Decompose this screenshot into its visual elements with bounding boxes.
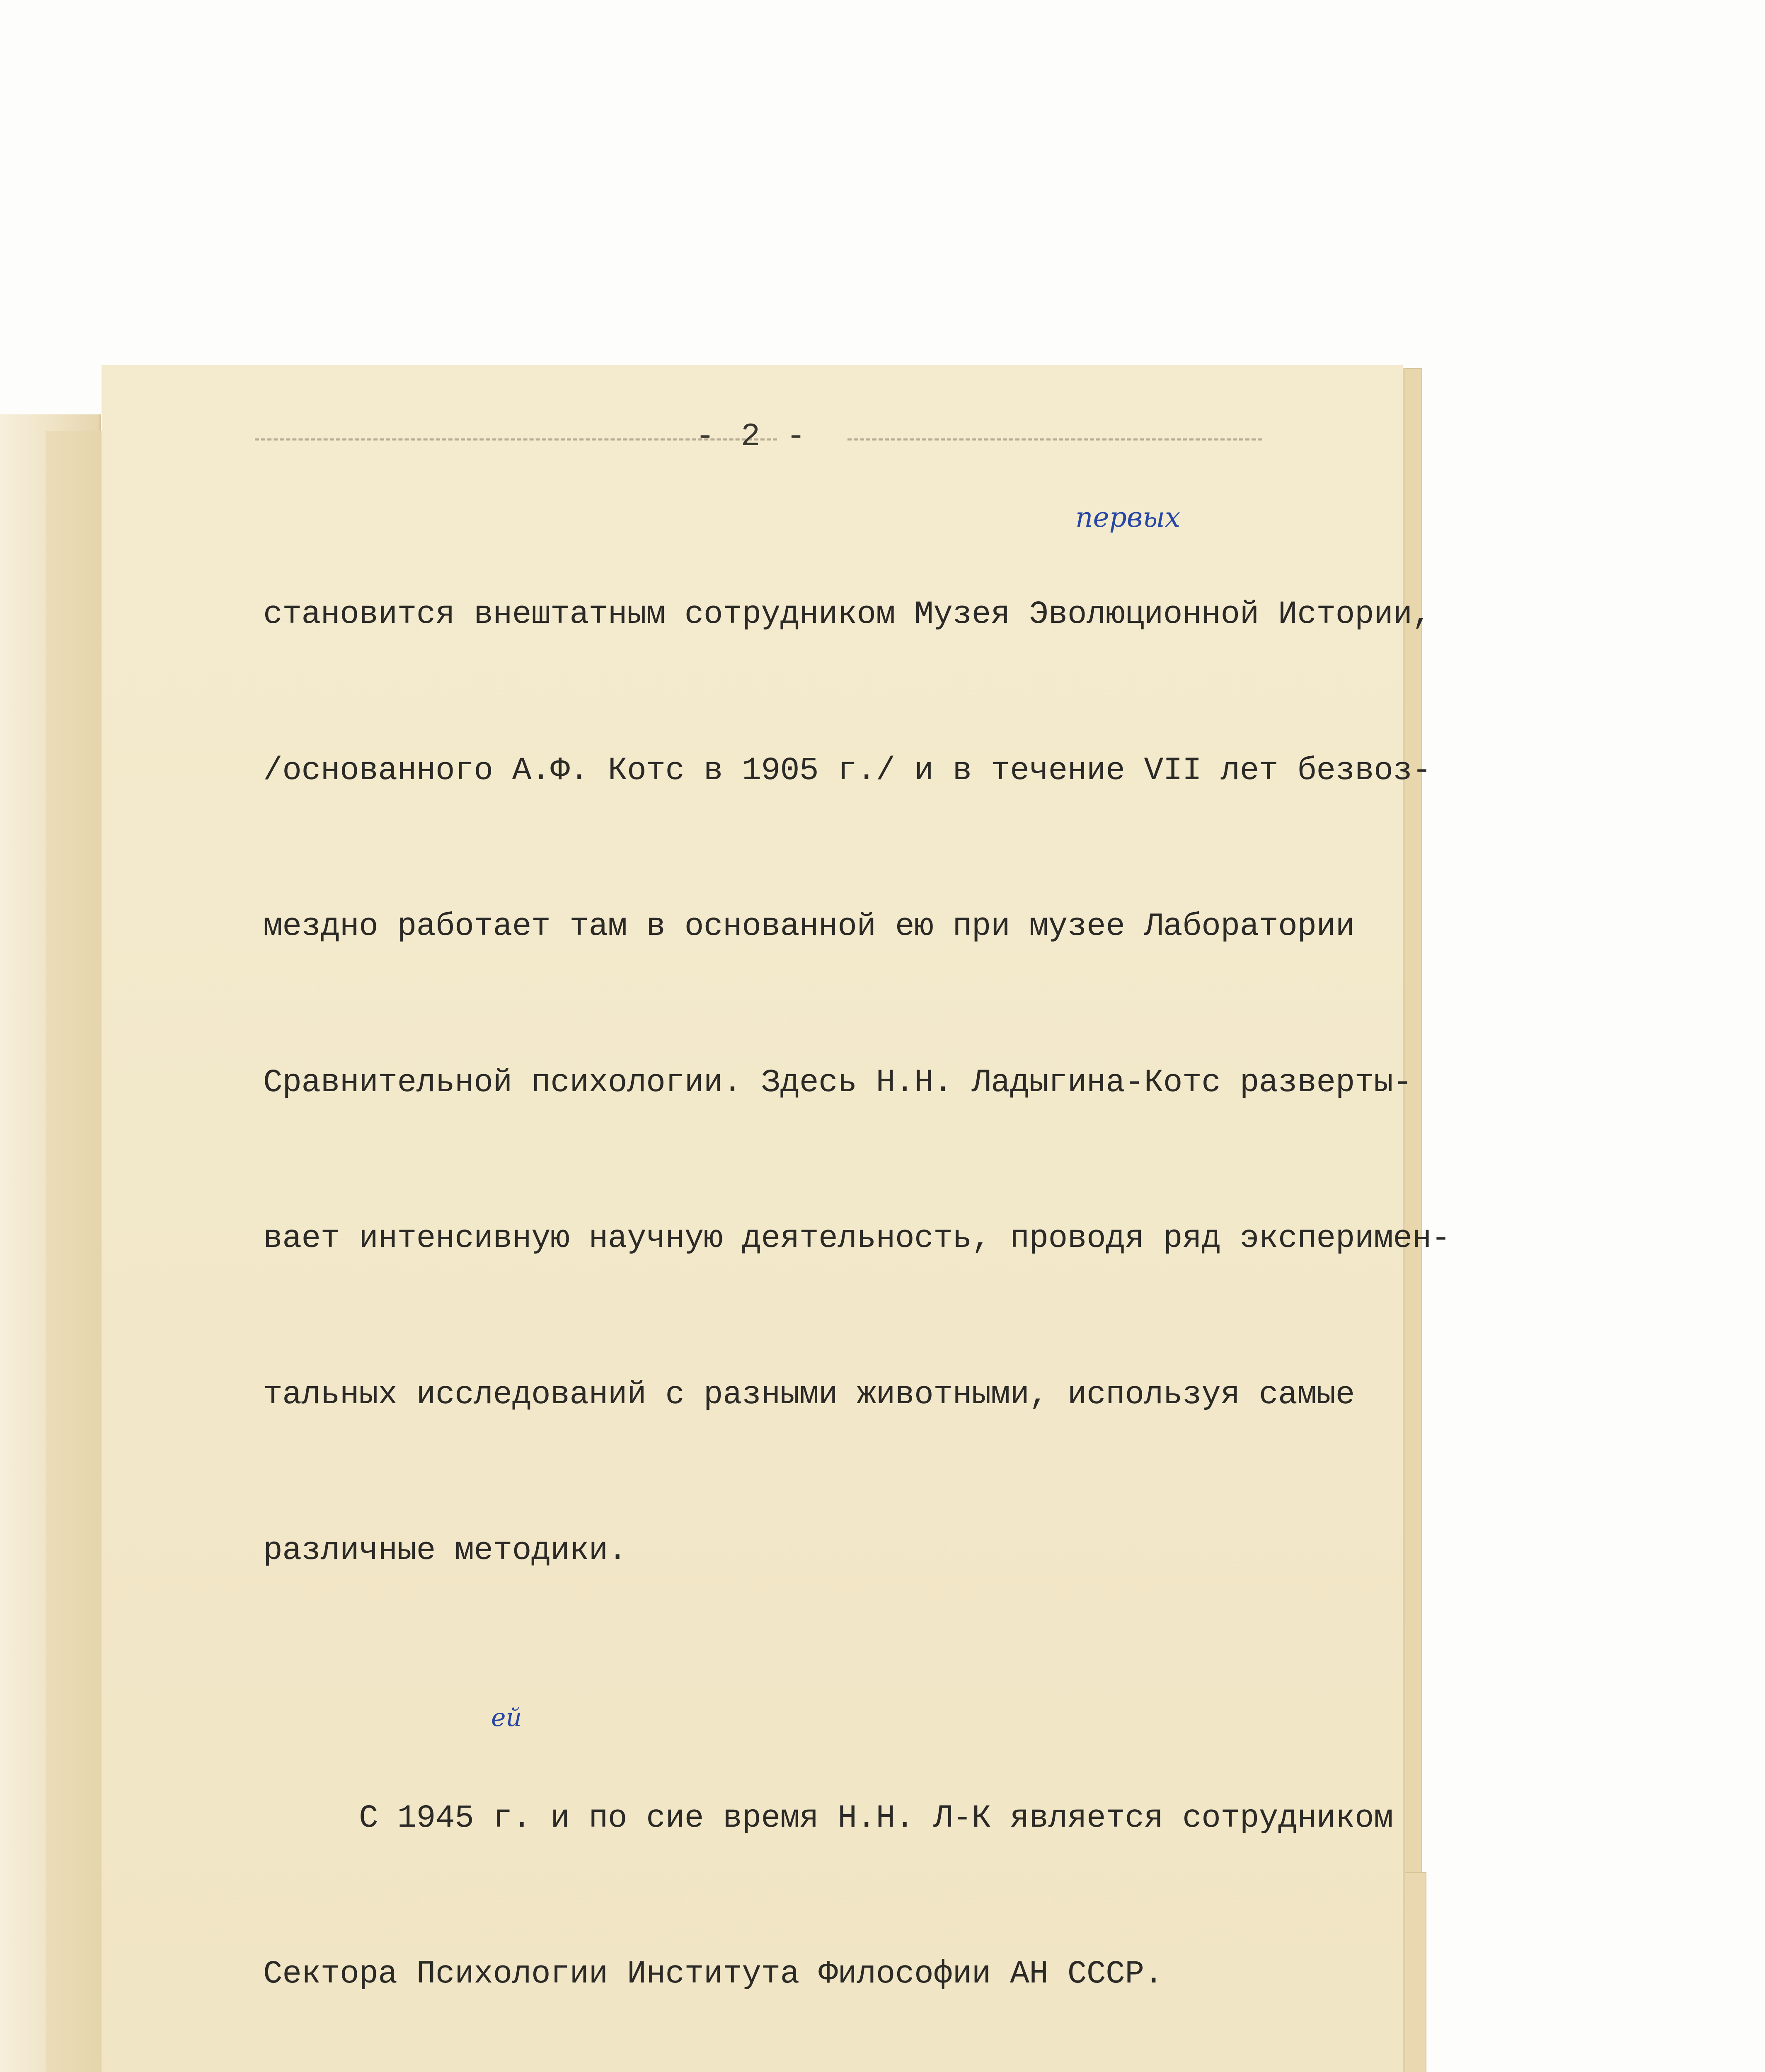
typed-page bbox=[102, 365, 1450, 2072]
text-line: /основанного А.Ф. Котс в 1905 г./ и в течение VII лет безвоз- bbox=[263, 752, 1431, 789]
handwritten-correction: первых bbox=[1075, 501, 1181, 533]
text-line: тальных исследований с разными животными, используя самые bbox=[263, 1376, 1355, 1413]
text-line: различные методики. bbox=[263, 1532, 627, 1569]
text-line: становится внештатным сотрудником Музея Эволюционной Истории, bbox=[263, 596, 1431, 633]
text-line: вает интенсивную научную деятельность, проводя ряд эксперимен- bbox=[263, 1220, 1450, 1257]
page-number: - 2 - bbox=[695, 419, 809, 455]
text-line: Сектора Психологии Института Философии АН СССР. bbox=[263, 1956, 1163, 1992]
text-line: Сравнительной психологии. Здесь Н.Н. Ладыгина-Котс разверты- bbox=[263, 1064, 1412, 1101]
body-text bbox=[263, 485, 1450, 2072]
text-line: мездно работает там в основанной ею при музее Лаборатории bbox=[263, 908, 1355, 945]
text-line: С 1945 г. и по сие время Н.Н. Л-К является сотрудником bbox=[263, 1800, 1393, 1837]
handwritten-insertion: ей bbox=[491, 1703, 522, 1732]
paragraph-gap bbox=[263, 1681, 1399, 1689]
